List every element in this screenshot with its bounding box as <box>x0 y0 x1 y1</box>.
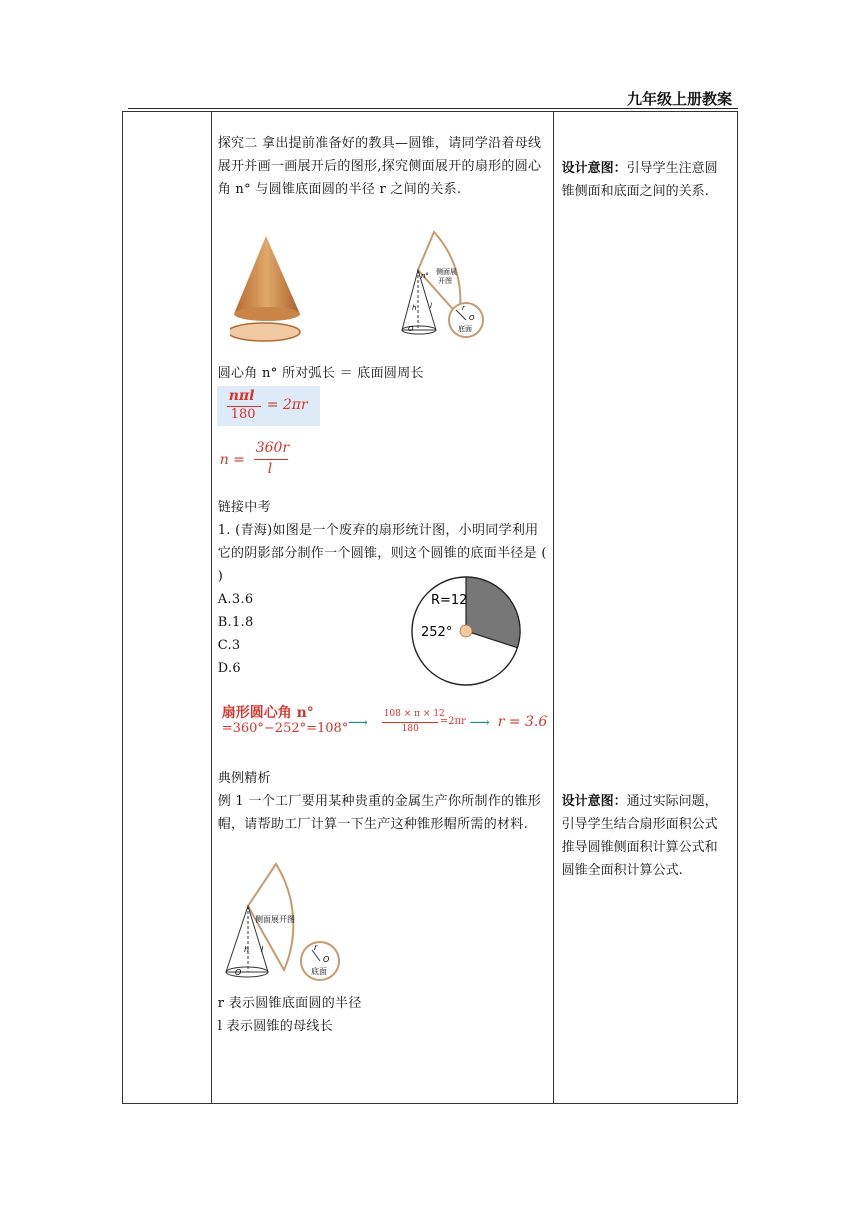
example-paragraph: 例 1 一个工厂要用某种贵重的金属生产你所制作的锥形帽，请帮助工厂计算一下生产这种锥形帽所需的材料. <box>217 794 542 832</box>
cone-model-image <box>230 234 320 344</box>
fig1-side-label2: 开图 <box>437 277 452 285</box>
fig1-n-label: n° <box>420 272 429 280</box>
fig1-r-label: r <box>461 304 465 312</box>
design-note-1 <box>562 157 730 203</box>
option-a: A.3.6 <box>217 592 254 607</box>
solution-eq: =2πr <box>439 716 466 727</box>
exam-question: 1. (青海)如图是一个废弃的扇形统计图，小明同学利用它的阴影部分制作一个圆锥，则这个圆锥的底面半径是 ( ) <box>217 523 547 584</box>
angle-label: 252° <box>420 625 453 640</box>
fig1-base-label: 底面 <box>457 325 472 333</box>
legend-r-line: r 表示圆锥底面圆的半径 <box>217 996 362 1011</box>
arrow-2: ⟶ <box>469 715 490 731</box>
formula1-numerator: nπl <box>228 388 255 404</box>
fig2-h-label: h <box>243 945 249 954</box>
fig1-o2-label: O <box>468 314 475 322</box>
sector-chart-figure <box>407 572 525 690</box>
left-column <box>123 112 212 1104</box>
design-note-2-text: 通过实际问题，引导学生结合扇形面积公式推导圆锥侧面积计算公式和圆锥全面积计算公式. <box>561 794 718 878</box>
solution-frac-numerator: 108 × π × 12 <box>383 709 445 719</box>
formula2-numerator: 360r <box>255 440 290 456</box>
design-note-2-label: 设计意图： <box>561 794 627 809</box>
fig1-h-label: h <box>411 304 417 312</box>
solution-frac-bar <box>382 722 438 723</box>
explore-paragraph: 探究二 拿出提前准备好的教具—圆锥，请同学沿着母线展开并画一画展开后的图形,探究侧面展开的扇形的圆心角 n° 与圆锥底面圆的半径 r 之间的关系. <box>217 136 542 197</box>
page-header: 九年级上册教案 <box>626 90 732 108</box>
formula1-denominator: 180 <box>230 407 256 422</box>
design-note-1-label: 设计意图： <box>561 161 627 176</box>
design-note-2 <box>562 790 730 882</box>
radius-label: R=12 <box>430 593 468 608</box>
formula2-bar <box>254 459 288 460</box>
notes-column <box>553 112 737 1104</box>
solution-line2: =360°−252°=108° <box>221 721 349 736</box>
solution-frac-denominator: 180 <box>401 724 419 734</box>
option-d: D.6 <box>217 661 241 676</box>
solution-result: r = 3.6 <box>497 714 548 730</box>
design-note-1-text: 引导学生注意圆锥侧面和底面之间的关系. <box>561 161 718 199</box>
lesson-table <box>122 111 738 1104</box>
option-c: C.3 <box>217 638 241 653</box>
example-heading: 典例精析 <box>217 771 271 786</box>
formula-box-1 <box>217 386 320 426</box>
legend-l-line: l 表示圆锥的母线长 <box>217 1019 333 1034</box>
fig2-r-label: r <box>313 943 317 952</box>
formula2-denominator: l <box>267 461 273 477</box>
cone-development-diagram-2 <box>218 862 354 992</box>
fig2-l-label: l <box>260 945 263 954</box>
fig2-side-label: 侧面展开图 <box>254 915 295 924</box>
cone-development-diagram <box>374 230 504 346</box>
link-heading: 链接中考 <box>217 500 271 515</box>
formula2-lhs: n = <box>219 452 245 468</box>
fig2-base-label: 底面 <box>310 967 327 976</box>
arrow-1: ⟶ <box>347 715 368 731</box>
fig2-o2-label: O <box>322 955 329 964</box>
fig1-l-label: l <box>429 302 432 310</box>
relation-text: 圆心角 n° 所对弧长 ＝ 底面圆周长 <box>217 366 424 381</box>
header-rule <box>128 108 738 109</box>
formula1-rhs: = 2πr <box>266 397 308 413</box>
fig1-o-label: O <box>407 325 414 333</box>
fig1-side-label: 侧面展 <box>435 268 457 276</box>
fig2-o-label: O <box>234 968 241 977</box>
content-column <box>211 112 553 1104</box>
option-b: B.1.8 <box>217 615 254 630</box>
solution-line1: 扇形圆心角 n° <box>221 705 314 721</box>
